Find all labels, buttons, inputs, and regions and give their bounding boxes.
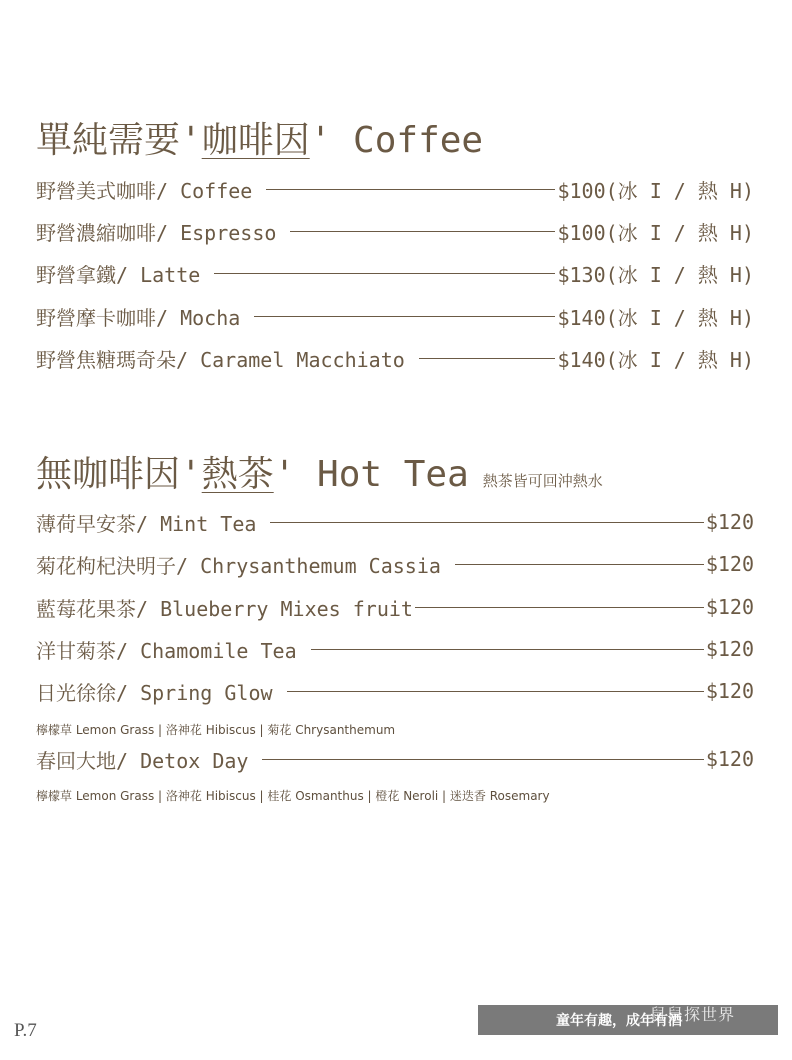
menu-item-espresso bbox=[36, 217, 754, 245]
menu-item-chrysanthemum-cassia bbox=[36, 550, 754, 578]
item-name: 薄荷早安茶/ Mint Tea bbox=[36, 511, 257, 536]
dot-leader bbox=[455, 564, 704, 565]
menu-item-latte bbox=[36, 259, 754, 287]
item-name: 藍莓花果茶/ Blueberry Mixes fruit bbox=[36, 596, 413, 621]
item-price: $120 bbox=[705, 637, 754, 661]
tea-title-underlined: 熱茶 bbox=[201, 454, 274, 495]
dot-leader bbox=[270, 522, 703, 523]
menu-item-caramel-macchiato bbox=[36, 344, 754, 372]
tea-section-title bbox=[36, 446, 603, 497]
dot-leader bbox=[415, 607, 704, 608]
coffee-title-underlined: 咖啡因 bbox=[201, 120, 310, 161]
item-name: 野營濃縮咖啡/ Espresso bbox=[36, 220, 277, 245]
menu-item-mocha bbox=[36, 302, 754, 330]
item-price: $130(冰 I / 熱 H) bbox=[557, 262, 754, 287]
menu-item-mint-tea bbox=[36, 508, 754, 536]
dot-leader bbox=[287, 691, 704, 692]
item-name: 洋甘菊茶/ Chamomile Tea bbox=[36, 638, 297, 663]
dot-leader bbox=[266, 189, 555, 190]
page-number: P.7 bbox=[14, 1020, 37, 1041]
coffee-title-suffix: ' Coffee bbox=[309, 120, 484, 161]
menu-item-detox-day bbox=[36, 745, 754, 773]
tea-title-prefix: 無咖啡因' bbox=[36, 454, 202, 495]
item-price: $120 bbox=[705, 510, 754, 534]
menu-item-coffee bbox=[36, 175, 754, 203]
item-name: 日光徐徐/ Spring Glow bbox=[36, 680, 273, 705]
item-price: $100(冰 I / 熱 H) bbox=[557, 178, 754, 203]
dot-leader bbox=[290, 231, 555, 232]
dot-leader bbox=[311, 649, 704, 650]
item-name: 春回大地/ Detox Day bbox=[36, 748, 249, 773]
item-price: $100(冰 I / 熱 H) bbox=[557, 220, 754, 245]
item-price: $140(冰 I / 熱 H) bbox=[557, 305, 754, 330]
item-price: $120 bbox=[705, 552, 754, 576]
item-name: 野營摩卡咖啡/ Mocha bbox=[36, 305, 241, 330]
menu-item-spring-glow bbox=[36, 677, 754, 705]
tea-title-suffix: ' Hot Tea bbox=[273, 454, 469, 495]
dot-leader bbox=[262, 759, 703, 760]
menu-item-blueberry-fruit bbox=[36, 593, 754, 621]
item-price: $140(冰 I / 熱 H) bbox=[557, 347, 754, 372]
item-name: 野營焦糖瑪奇朵/ Caramel Macchiato bbox=[36, 347, 405, 372]
detox-day-ingredients: 檸檬草 Lemon Grass | 洛神花 Hibiscus | 桂花 Osmanthus | 橙花 Neroli | 迷迭香 Rosemary bbox=[36, 789, 550, 803]
spring-glow-ingredients: 檸檬草 Lemon Grass | 洛神花 Hibiscus | 菊花 Chrysanthemum bbox=[36, 723, 396, 737]
dot-leader bbox=[419, 358, 556, 359]
menu-item-chamomile-tea bbox=[36, 635, 754, 663]
item-name: 菊花枸杞決明子/ Chrysanthemum Cassia bbox=[36, 553, 441, 578]
tea-refill-note: 熱茶皆可回沖熱水 bbox=[482, 472, 603, 490]
dot-leader bbox=[214, 273, 555, 274]
item-price: $120 bbox=[705, 747, 754, 771]
dot-leader bbox=[254, 316, 555, 317]
item-price: $120 bbox=[705, 595, 754, 619]
item-name: 野營美式咖啡/ Coffee bbox=[36, 178, 253, 203]
coffee-section-title bbox=[36, 112, 483, 163]
footer-slogan: 童年有趣，成年有酒 bbox=[556, 1013, 682, 1029]
coffee-title-prefix: 單純需要' bbox=[36, 120, 202, 161]
item-name: 野營拿鐵/ Latte bbox=[36, 262, 201, 287]
watermark: 鼠鼠探世界 bbox=[650, 1005, 736, 1024]
item-price: $120 bbox=[705, 679, 754, 703]
